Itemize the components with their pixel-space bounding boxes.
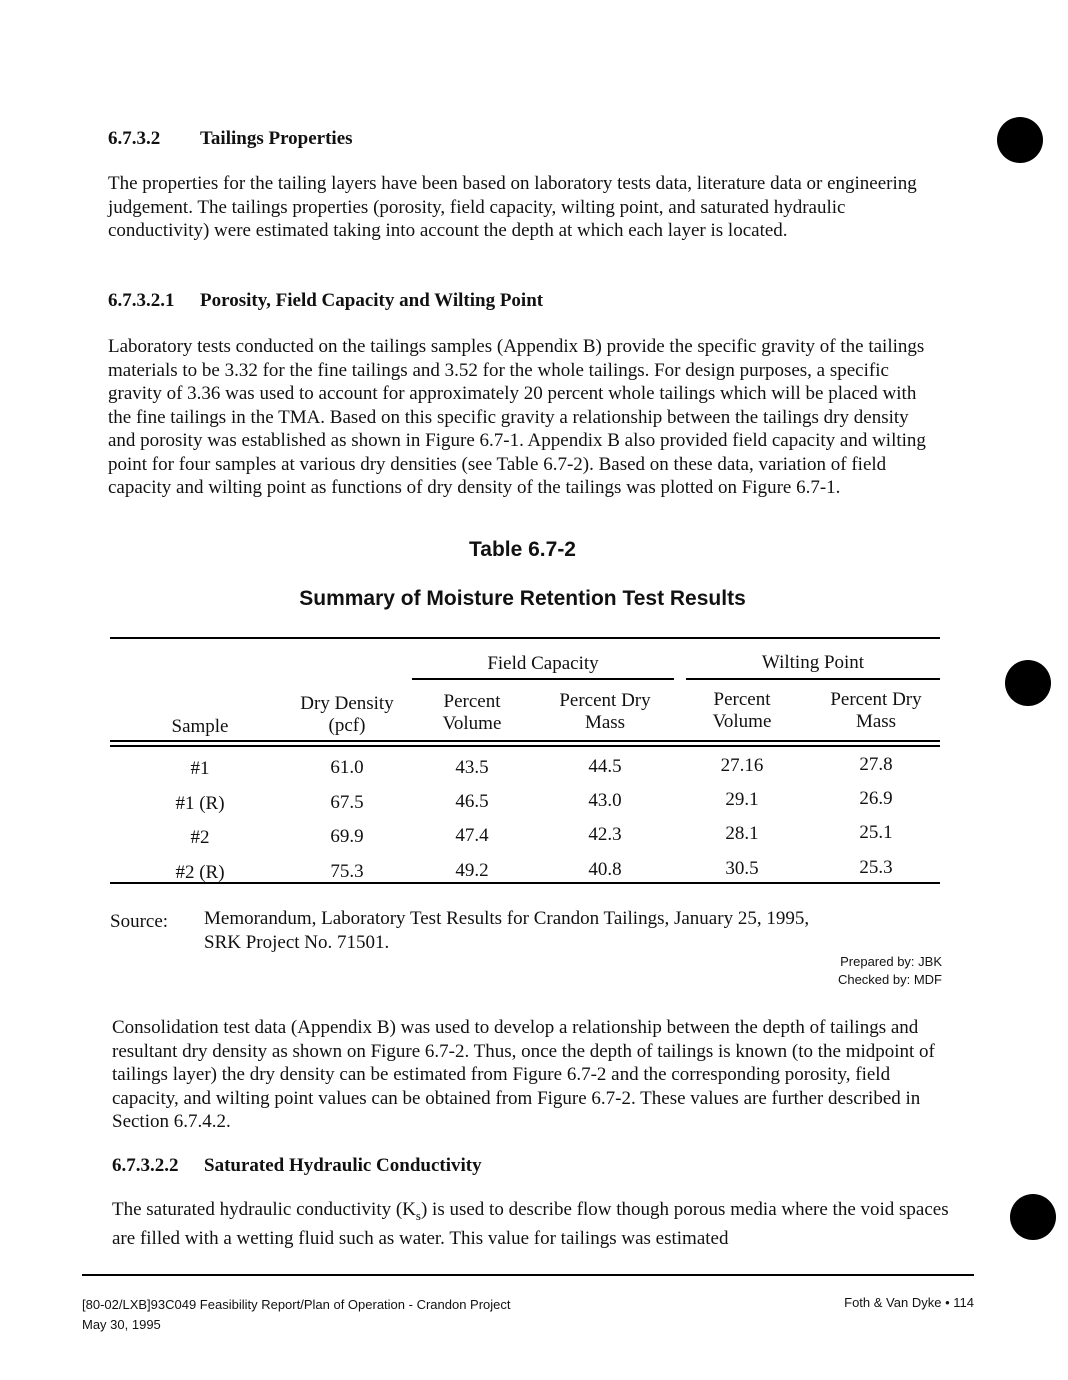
cell-fc-mass: 42.3 (588, 824, 622, 845)
group-header-field-capacity: Field Capacity (487, 653, 599, 674)
hole-punch-bottom (1010, 1194, 1056, 1240)
source-text-line-1: Memorandum, Laboratory Test Results for Crandon Tailings, January 25, 1995, (204, 908, 810, 929)
source-label: Source: (110, 911, 169, 932)
cell-fc-mass: 44.5 (588, 756, 622, 777)
cell-wp-volume: 27.16 (720, 755, 764, 776)
cell-wp-volume: 30.5 (725, 858, 759, 879)
paragraph-consolidation: Consolidation test data (Appendix B) was used to develop a relationship between the depth of tailings and resultant dry density as shown on Figure 6.7-2. Thus, once the depth of tailings is known (to the midpoint of tailings layer) the dry density can be estimated from Figure 6.7-2 and the corresponding porosity, field capacity, and wilting point values can be obtained from Figure 6.7-2. These values are further described in Section 6.7.4.2. (112, 1017, 935, 1132)
cell-fc-volume: 47.4 (455, 825, 489, 846)
header-double-rule-top (110, 740, 940, 742)
cell-dry-density: 61.0 (330, 757, 364, 778)
table-title: Summary of Moisture Retention Test Results (299, 587, 746, 610)
cell-fc-volume: 43.5 (455, 757, 489, 778)
section-heading-tailings-properties (108, 128, 353, 150)
cell-sample: #2 (190, 827, 210, 848)
cell-dry-density: 67.5 (330, 792, 364, 813)
section-heading-hydraulic-conductivity (112, 1155, 482, 1177)
section-heading-porosity (108, 290, 543, 312)
footer-date: May 30, 1995 (82, 1317, 161, 1332)
cell-wp-mass: 27.8 (859, 754, 893, 775)
table-top-rule (110, 637, 940, 639)
cell-wp-mass: 26.9 (859, 788, 893, 809)
footer-rule (82, 1274, 974, 1276)
column-header-fc-volume: Percent Volume (442, 691, 502, 734)
column-header-sample: Sample (171, 716, 229, 737)
column-header-wp-volume: Percent Volume (712, 689, 772, 732)
footer-company-page (844, 1295, 974, 1310)
cell-dry-density: 69.9 (330, 826, 364, 847)
cell-fc-mass: 40.8 (588, 859, 622, 880)
footer-bullet: • (945, 1295, 950, 1310)
column-header-dry-density: Dry Density (pcf) (300, 693, 394, 736)
section-title: Porosity, Field Capacity and Wilting Point (200, 290, 544, 311)
header-double-rule-bottom (110, 745, 940, 747)
cell-wp-volume: 28.1 (725, 823, 759, 844)
section-number: 6.7.3.2.1 (108, 290, 175, 311)
hole-punch-top (997, 117, 1043, 163)
section-title: Saturated Hydraulic Conductivity (204, 1155, 482, 1176)
cell-fc-volume: 46.5 (455, 791, 489, 812)
section-number: 6.7.3.2.2 (112, 1155, 179, 1176)
cell-fc-volume: 49.2 (455, 860, 489, 881)
field-capacity-group-rule (412, 678, 674, 680)
cell-fc-mass: 43.0 (588, 790, 622, 811)
footer-document-reference: [80-02/LXB]93C049 Feasibility Report/Plan of Operation - Crandon Project (82, 1297, 511, 1312)
wilting-point-group-rule (686, 678, 940, 680)
footer-company: Foth & Van Dyke (844, 1295, 942, 1310)
checked-by: Checked by: MDF (837, 972, 942, 987)
hole-punch-middle (1005, 660, 1051, 706)
footer-page-number: 114 (953, 1295, 974, 1310)
cell-sample: #1 (190, 758, 210, 779)
paragraph-tailings-properties: The properties for the tailing layers have been based on laboratory tests data, literature data or engineering judgement. The tailings properties (porosity, field capacity, wilting point, and saturated hydraulic conductivity) were estimated taking into account the depth at which each layer is located. (108, 173, 917, 241)
section-number: 6.7.3.2 (108, 128, 161, 149)
paragraph-porosity: Laboratory tests conducted on the tailings samples (Appendix B) provide the specific gravity of the tailings materials to be 3.32 for the fine tailings and 3.52 for the whole tailings. For design purposes, a specific gravity of 3.36 was used to account for approximately 20 percent whole tailings which will be placed with the fine tailings in the TMA. Based on this specific gravity a relationship between the tailings dry density and porosity was established as shown in Figure 6.7-1. Appendix B also provided field capacity and wilting point for four samples at various dry densities (see Table 6.7-2). Based on these data, variation of field capacity and wilting point as functions of dry density of the tailings was plotted on Figure 6.7-1. (108, 336, 926, 498)
source-text-line-2: SRK Project No. 71501. (204, 932, 390, 953)
section-title: Tailings Properties (200, 128, 353, 149)
paragraph-hydraulic-conductivity: The saturated hydraulic conductivity $(K_s)$ is used to describe flow though porous media where the void spaces are filled with a wetting fluid such as water. This value for tailings was estimated (112, 1199, 949, 1250)
prepared-by: Prepared by: JBK (840, 954, 942, 969)
cell-wp-mass: 25.1 (859, 822, 893, 843)
group-header-wilting-point: Wilting Point (761, 652, 865, 673)
column-header-fc-mass: Percent Dry Mass (559, 690, 651, 733)
cell-dry-density: 75.3 (330, 861, 364, 882)
table-label: Table 6.7-2 (469, 538, 576, 561)
cell-wp-mass: 25.3 (859, 857, 893, 878)
column-header-wp-mass: Percent Dry Mass (830, 689, 922, 732)
cell-sample: #1 (R) (175, 793, 225, 814)
cell-sample: #2 (R) (175, 862, 225, 883)
cell-wp-volume: 29.1 (725, 789, 759, 810)
